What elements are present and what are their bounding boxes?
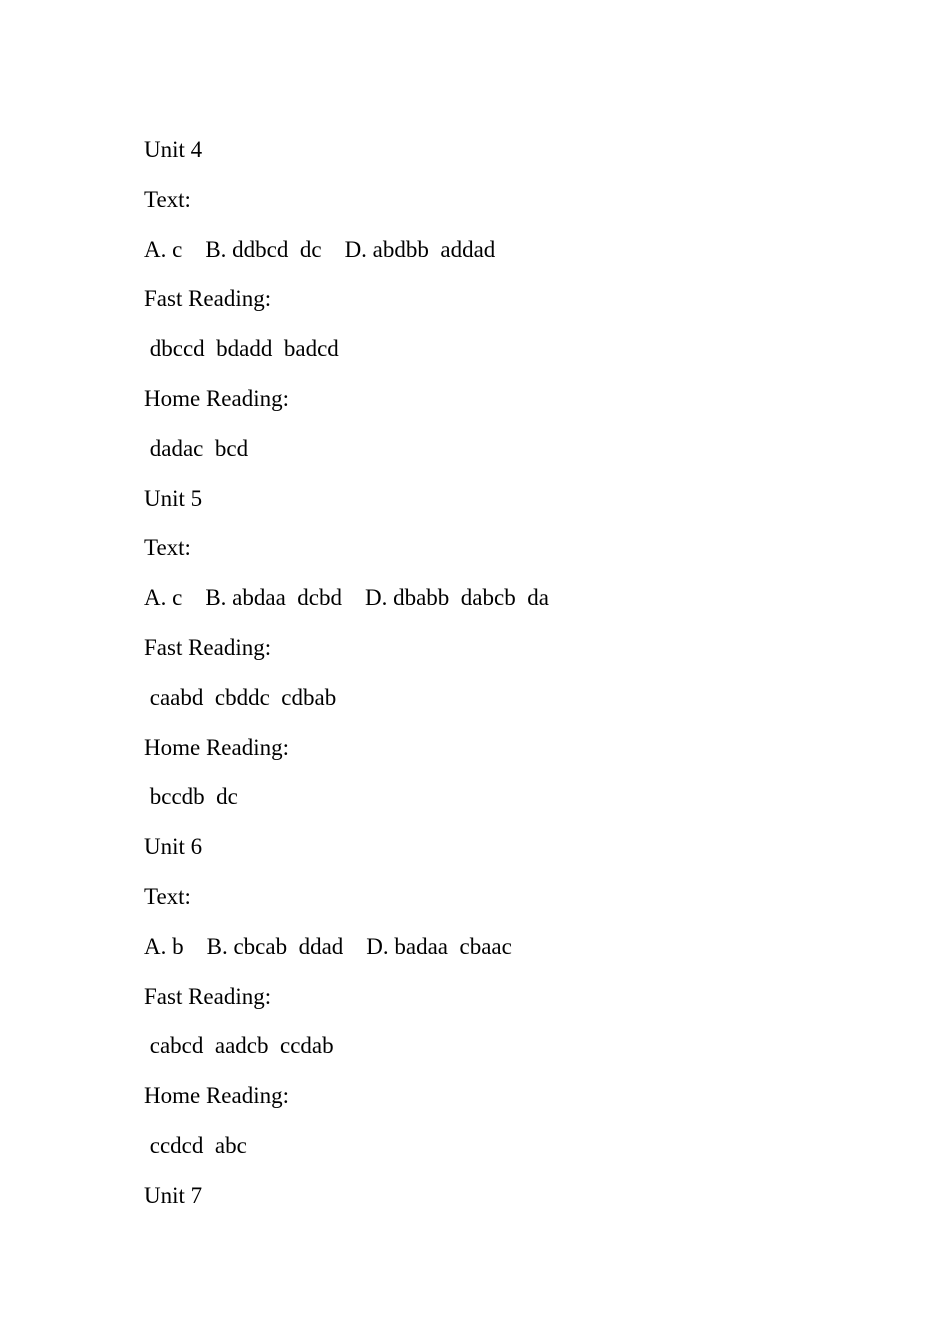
unit-heading: Unit 4	[144, 137, 203, 162]
section-label: Fast Reading:	[144, 983, 272, 1009]
section-label: Fast Reading:	[144, 634, 272, 660]
section-label: Text:	[144, 535, 191, 561]
unit-heading: Unit 7	[144, 1182, 203, 1208]
section-label: Home Reading:	[144, 1083, 289, 1109]
section-label: Text:	[144, 883, 191, 909]
answer-line: cabcd aadcb ccdab	[144, 1033, 334, 1059]
answer-line: caabd cbddc cdbab	[144, 684, 337, 710]
unit-heading: Unit 6	[144, 834, 203, 860]
section-label: Home Reading:	[144, 385, 289, 411]
answer-line: A. c B. abdaa dcbd D. dbabb dabcb da	[144, 585, 549, 611]
answer-key-content	[144, 125, 844, 1221]
answer-line: dadac bcd	[144, 435, 249, 461]
answer-line: A. b B. cbcab ddad D. badaa cbaac	[144, 933, 512, 959]
section-label: Text:	[144, 186, 191, 212]
section-label: Home Reading:	[144, 734, 289, 760]
answer-line: A. c B. ddbcd dc D. abdbb addad	[144, 236, 496, 262]
section-label: Fast Reading:	[144, 286, 272, 312]
answer-line: dbccd bdadd badcd	[144, 336, 339, 362]
unit-heading: Unit 5	[144, 485, 203, 511]
answer-line: ccdcd abc	[144, 1132, 247, 1158]
answer-line: bccdb dc	[144, 784, 238, 810]
